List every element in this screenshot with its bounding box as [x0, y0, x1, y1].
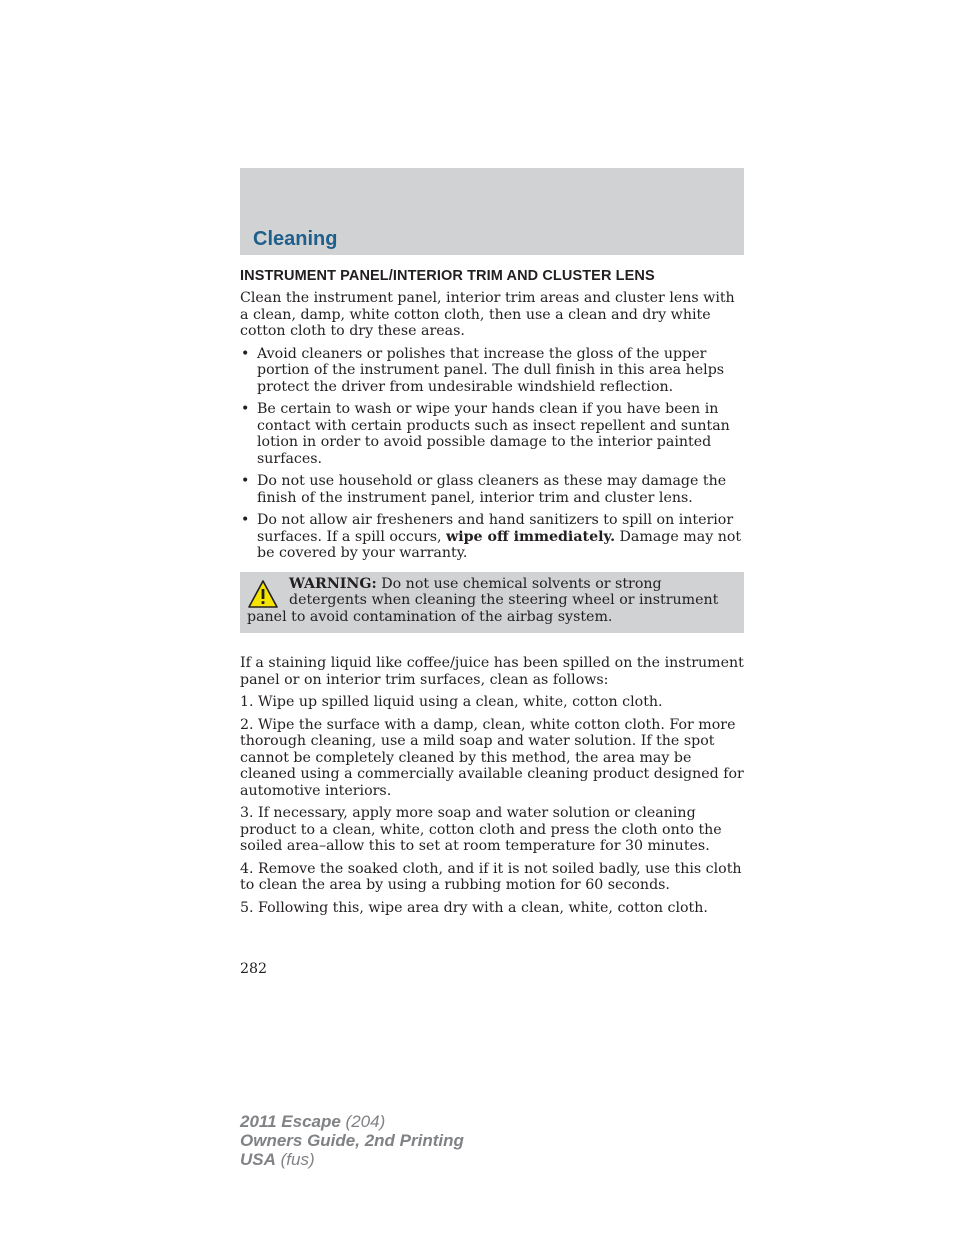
chapter-header-band — [240, 168, 744, 255]
bullet-text-post: Damage may not be covered by your warranty. — [257, 528, 742, 561]
main-content — [240, 268, 744, 922]
step-2: 2. Wipe the surface with a damp, clean, white cotton cloth. For more thorough cleaning, use a mild soap and water solution. If the spot cannot be completely cleaned by this method, the area may be cleaned using a commercially available cleaning product designed for automotive interiors. — [240, 716, 744, 799]
list-item — [240, 346, 744, 396]
bullet-text-pre: Do not allow air fresheners and hand sanitizers to spill on interior surfaces. If a spill occurs, — [257, 512, 734, 545]
footer-market: USA — [240, 1150, 276, 1169]
list-item — [240, 401, 744, 467]
bullet-text-emphasis: wipe off immediately. — [446, 528, 616, 545]
bullet-text: Avoid cleaners or polishes that increase the gloss of the upper portion of the instrument panel. The dull finish in this area helps protect the driver from undesirable windshield reflection. — [257, 345, 725, 395]
step-3: 3. If necessary, apply more soap and water solution or cleaning product to a clean, white, cotton cloth and press the cloth onto the soiled area–allow this to set at room temperature for 30 minutes. — [240, 805, 722, 854]
step-4: 4. Remove the soaked cloth, and if it is not soiled badly, use this cloth to clean the area by using a rubbing motion for 60 seconds. — [240, 860, 742, 893]
step-1: 1. Wipe up spilled liquid using a clean, white, cotton cloth. — [240, 694, 663, 710]
bullet-list — [240, 346, 744, 562]
warning-box — [240, 572, 744, 634]
page-number: 282 — [240, 961, 268, 977]
footer-market-code: (fus) — [275, 1150, 315, 1169]
footer-line-2: Owners Guide, 2nd Printing — [240, 1131, 464, 1150]
section-intro: Clean the instrument panel, interior trim areas and cluster lens with a clean, damp, white cotton cloth, then use a clean and dry white cotton cloth to dry these areas. — [240, 290, 735, 339]
bullet-text: Be certain to wash or wipe your hands clean if you have been in contact with certain products such as insect repellent and suntan lotion in order to avoid possible damage to the interior painted surfaces. — [257, 401, 730, 467]
bullet-symbol: • — [241, 345, 250, 362]
list-item — [240, 473, 744, 506]
footer-line-3 — [240, 1150, 464, 1169]
bullet-text: Do not use household or glass cleaners as these may damage the finish of the instrument panel, interior trim and cluster lens. — [257, 473, 727, 506]
staining-intro: If a staining liquid like coffee/juice has been spilled on the instrument panel or on interior trim surfaces, clean as follows: — [240, 655, 744, 688]
list-item — [240, 512, 744, 562]
chapter-title: Cleaning — [253, 228, 338, 250]
footer-line-1 — [240, 1112, 464, 1131]
warning-label: WARNING: — [289, 575, 377, 592]
warning-text: Do not use chemical solvents or strong detergents when cleaning the steering wheel or instrument panel to avoid contamination of the airbag system. — [247, 575, 719, 625]
footer-model-code: (204) — [340, 1112, 386, 1131]
footer-model: 2011 Escape — [240, 1112, 341, 1131]
bullet-symbol: • — [241, 401, 250, 417]
bullet-symbol: • — [241, 512, 250, 528]
warning-triangle-icon — [247, 579, 279, 609]
footer — [240, 1112, 464, 1169]
step-5: 5. Following this, wipe area dry with a clean, white, cotton cloth. — [240, 899, 708, 916]
bullet-symbol: • — [241, 473, 250, 489]
section-heading: INSTRUMENT PANEL/INTERIOR TRIM AND CLUSTER LENS — [240, 268, 655, 284]
